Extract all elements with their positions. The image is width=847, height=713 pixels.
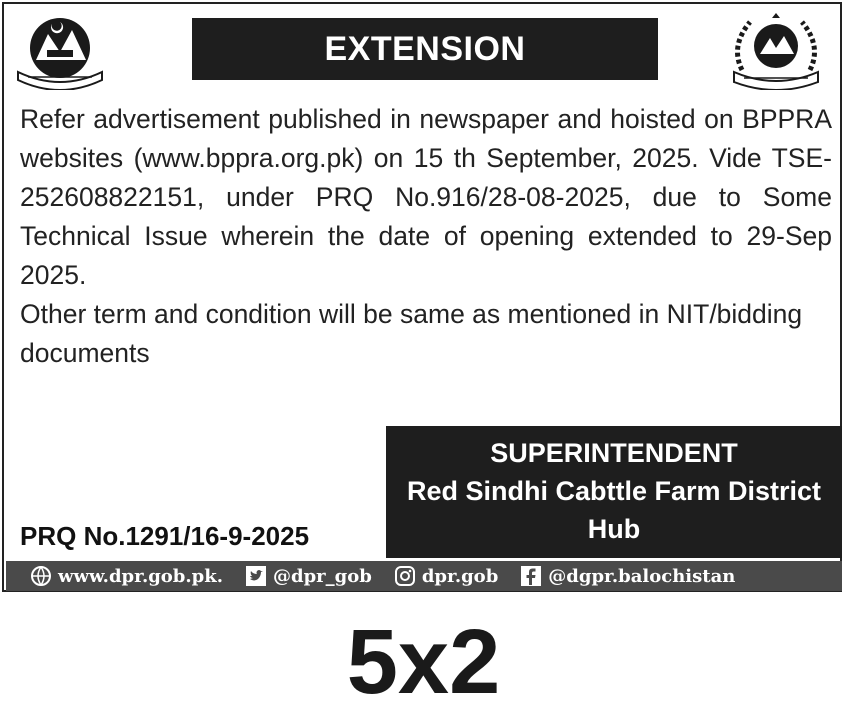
notice-body: [20, 100, 832, 373]
page-title-banner: [192, 18, 658, 80]
notice-paragraph-2: Other term and condition will be same as mentioned in NIT/bidding documents: [20, 299, 803, 368]
footer-instagram[interactable]: [394, 565, 498, 587]
signature-line-1: Red Sindhi Cabttle Farm District: [406, 476, 822, 506]
footer-instagram-text: dpr.gob: [421, 565, 499, 587]
footer-twitter[interactable]: [245, 565, 372, 587]
instagram-icon: [394, 565, 416, 587]
signature-block: [386, 426, 842, 558]
globe-icon: [30, 565, 52, 587]
advertisement: [2, 2, 842, 592]
balochistan-emblem-icon: [14, 10, 106, 90]
ad-size-label: 5x2: [346, 611, 501, 713]
dgpr-emblem-icon: [720, 10, 832, 90]
footer-facebook-text: @dgpr.balochistan: [548, 565, 736, 587]
signature-title: SUPERINTENDENT: [490, 438, 738, 468]
signature-line-2: Hub: [587, 514, 641, 544]
footer-twitter-text: @dpr_gob: [272, 565, 372, 587]
twitter-icon: [245, 565, 267, 587]
footer-website-text: www.dpr.gob.pk.: [58, 565, 223, 587]
page-title: EXTENSION: [324, 29, 526, 68]
footer-facebook[interactable]: [520, 565, 735, 587]
notice-paragraph-1: Refer advertisement published in newspaper and hoisted on BPPRA websites (www.bppra.org.pk) on 15 th September, 2025. Vide TSE-252608822151, under PRQ No.916/28-08-2025, due to Some Technical Issue wherein the date of opening extended to 29-Sep 2025.: [20, 104, 832, 290]
footer-bar: [6, 561, 842, 591]
facebook-icon: [520, 565, 542, 587]
prq-number: PRQ No.1291/16-9-2025: [20, 521, 310, 551]
footer-website[interactable]: [30, 565, 223, 587]
